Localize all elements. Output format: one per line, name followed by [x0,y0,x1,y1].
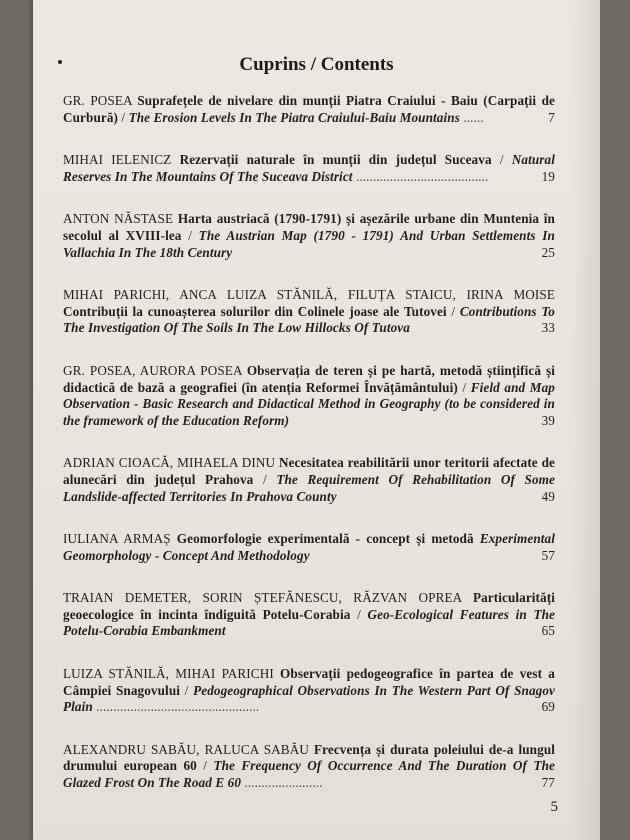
toc-entry: GR. POSEA, AURORA POSEA Observația de teren și pe hartă, metodă științifică și didactică de bază a geografiei (în atenția Reformei Învățământului) / Field and Map Observation - Basic Research and Didactical Method in Geography (to be considered in the framework of the Education Reform) 39 [63,362,555,428]
toc-entry: ALEXANDRU SABĂU, RALUCA SABĂU Frecvența și durata poleiului de-a lungul drumului european 60 / The Frequency Of Occurrence And The Duration Of The Glazed Frost On The Road E 60 ....................... 77 [63,741,556,791]
dot-leader: ....................................... [355,168,489,184]
entry-page-number: 19 [541,168,555,184]
dot-leader: ................................................ [96,699,260,715]
toc-entry: ANTON NĂSTASE Harta austriacă (1790-1791) și așezările urbane din Muntenia în secolul al XVIII-lea / The Austrian Map (1790 - 1791) And Urban Settlements In Vallachia In The 18th Century 25 [63,211,555,260]
entry-english-title: Geo-Ecological Features in The Potelu-Corabia Embankment [63,606,555,639]
entry-english-title: The Austrian Map (1790 - 1791) And Urban Settlements In Vallachia In The 18th Century [63,227,555,260]
entry-page-number: 33 [541,320,555,336]
entry-authors: GR. POSEA [63,93,132,108]
entry-romanian-title: Particularități geoecologice în incinta îndiguită Potelu-Corabia [63,590,555,622]
entry-romanian-title: Rezervații naturale în munții din județul Suceava [179,152,492,168]
page-title: Cuprins / Contents [239,54,394,75]
entry-romanian-title: Geomorfologie experimentală - concept și metodă [176,531,474,547]
entry-authors: IULIANA ARMAȘ [63,531,171,547]
entry-english-title: The Requirement Of Rehabilitation Of Some Landslide-affected Territories In Prahova County [63,471,555,504]
entry-romanian-title: Observații pedogeografice în partea de vest a Câmpiei Snagovului [63,666,555,698]
dot-leader: ....................... [244,775,323,791]
entry-romanian-title: Observația de teren și pe hartă, metodă științifică și didactică de bază a geografiei (în atenția Reformei Învățământului) [63,362,555,395]
contents-list [63,93,555,818]
entry-authors: GR. POSEA, AURORA POSEA [63,362,242,378]
entry-page-number: 49 [541,488,555,504]
entry-romanian-title: Contribuții la cunoașterea solurilor din Colinele joase ale Tutovei [63,303,447,319]
entry-page-number: 39 [541,412,555,428]
entry-english-title: Contributions To The Investigation Of The Soils In The Low Hillocks Of Tutova [63,303,555,336]
toc-entry: ADRIAN CIOACĂ, MIHAELA DINU Necesitatea reabilitării unor teritorii afectate de alunecări din județul Prahova / The Requirement Of Rehabilitation Of Some Landslide-affected Territories In Prahova County 49 [63,455,555,504]
page-shadow [570,0,600,840]
entry-english-title: Natural Reserves In The Mountains Of The Suceava District [63,152,556,184]
toc-entry: TRAIAN DEMETER, SORIN ȘTEFĂNESCU, RĂZVAN OPREA Particularități geoecologice în incinta îndiguită Potelu-Corabia / Geo-Ecological Features in The Potelu-Corabia Embankment 65 [63,590,555,639]
page-number: 5 [550,799,558,815]
entry-english-title: Experimental Geomorphology - Concept And Methodology [63,531,556,563]
entry-page-number: 7 [548,109,555,125]
entry-authors: MIHAI PARICHI, ANCA LUIZA STĂNILĂ, FILUȚA STAICU, IRINA MOISE [63,287,555,303]
entry-romanian-title: Harta austriacă (1790-1791) și așezările urbane din Muntenia în secolul al XVIII-lea [63,211,555,243]
entry-page-number: 77 [541,775,555,791]
entry-page-number: 69 [541,699,555,715]
entry-authors: ALEXANDRU SABĂU, RALUCA SABĂU [63,741,309,757]
entry-page-number: 25 [541,244,555,260]
entry-page-number: 65 [541,623,555,639]
entry-english-title: The Erosion Levels In The Piatra Craiului-Baiu Mountains [128,109,460,125]
entry-english-title: The Frequency Of Occurrence And The Duration Of The Glazed Frost On The Road E 60 [63,758,556,791]
entry-english-title: Field and Map Observation - Basic Research and Didactical Method in Geography (to be considered in the framework of the Education Reform) [63,379,555,428]
dot-leader: ...... [463,109,484,125]
toc-entry: MIHAI IELENICZ Rezervații naturale în munții din județul Suceava / Natural Reserves In The Mountains Of The Suceava District ....................................... 19 [63,152,556,184]
entry-page-number: 57 [541,547,555,563]
toc-entry: GR. POSEA Suprafețele de nivelare din munții Piatra Craiului - Baiu (Carpații de Curbură) / The Erosion Levels In The Piatra Craiului-Baiu Mountains ...... 7 [63,93,555,125]
entry-romanian-title: Frecvența și durata poleiului de-a lungul drumului european 60 [63,741,556,774]
entry-romanian-title: Suprafețele de nivelare din munții Piatra Craiului - Baiu (Carpații de Curbură) [63,93,555,125]
entry-romanian-title: Necesitatea reabilitării unor teritorii afectate de alunecări din județul Prahova [63,455,555,487]
entry-authors: MIHAI IELENICZ [63,152,172,168]
entry-authors: ADRIAN CIOACĂ, MIHAELA DINU [63,455,276,471]
toc-entry: LUIZA STĂNILĂ, MIHAI PARICHI Observații pedogeografice în partea de vest a Câmpiei Snagovului / Pedogeographical Observations In The Western Part Of Snagov Plain ................................................ 69 [63,666,555,715]
toc-entry: MIHAI PARICHI, ANCA LUIZA STĂNILĂ, FILUȚA STAICU, IRINA MOISE Contribuții la cunoașterea solurilor din Colinele joase ale Tutovei / Contributions To The Investigation Of The Soils In The Low Hillocks Of Tutova 33 [63,287,555,336]
entry-english-title: Pedogeographical Observations In The Western Part Of Snagov Plain [63,682,555,715]
entry-authors: TRAIAN DEMETER, SORIN ȘTEFĂNESCU, RĂZVAN OPREA [63,590,462,606]
toc-entry [63,531,555,564]
entry-authors: ANTON NĂSTASE [63,211,174,227]
entry-authors: LUIZA STĂNILĂ, MIHAI PARICHI [63,666,274,682]
